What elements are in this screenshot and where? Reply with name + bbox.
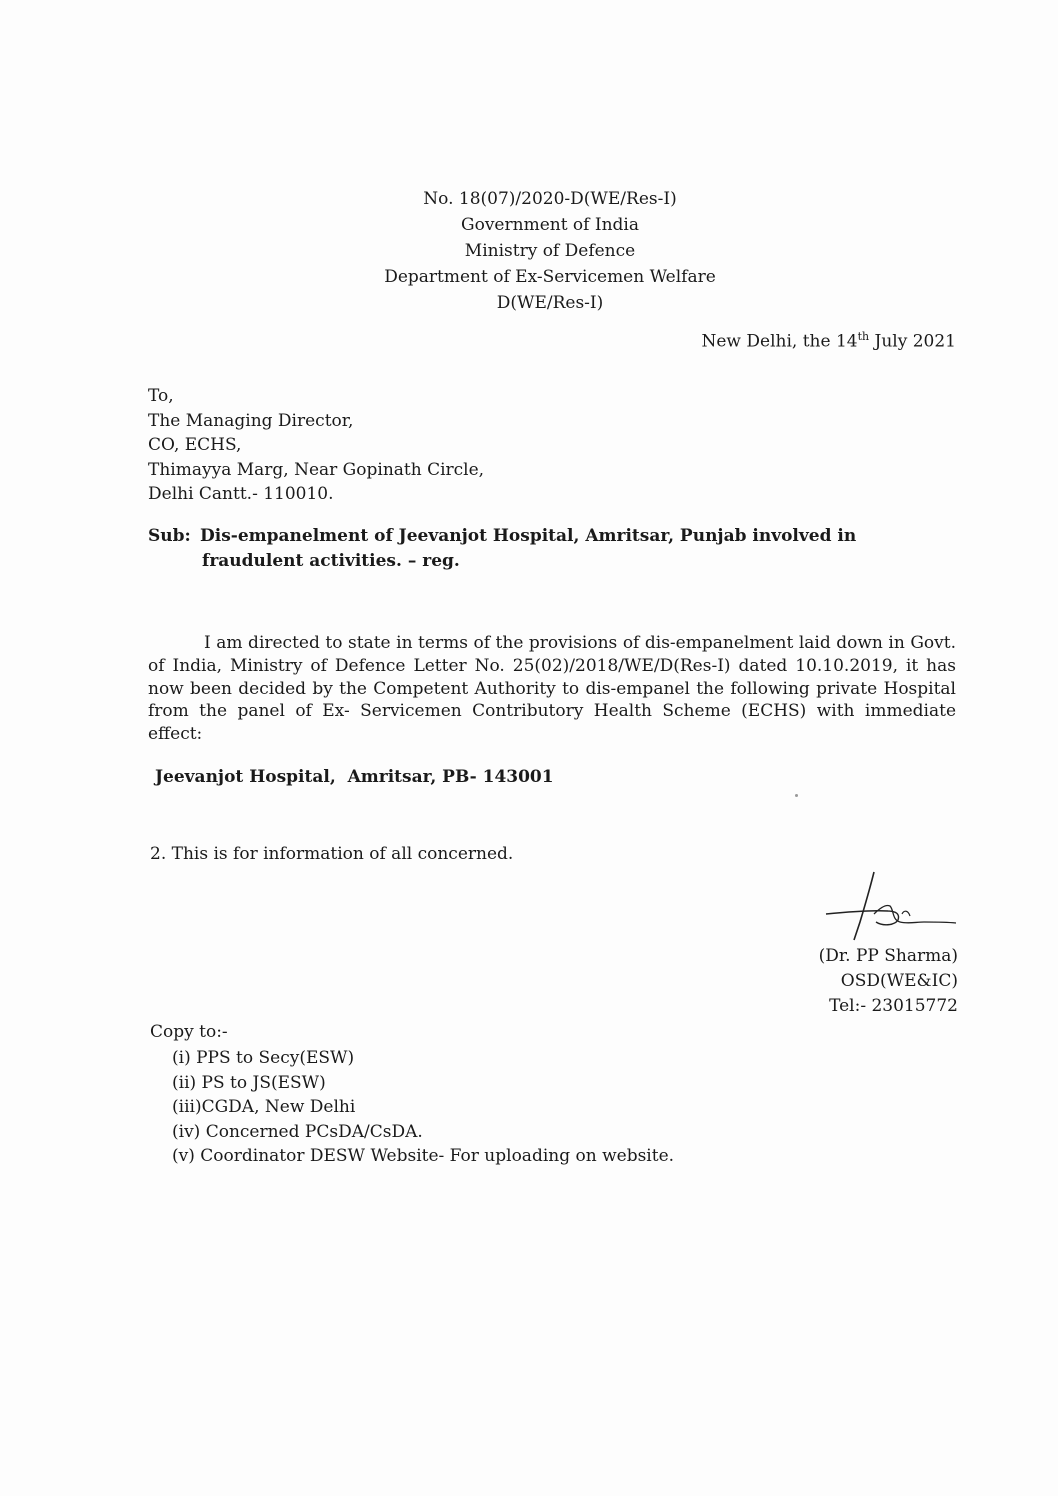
list-item: (iii)CGDA, New Delhi [172,1097,356,1117]
list-item: (v) Coordinator DESW Website- For uploading on website. [172,1146,675,1166]
address-line: CO, ECHS, [148,435,242,455]
information-note: 2. This is for information of all concerned. [150,844,514,864]
ministry-line: Ministry of Defence [464,241,636,261]
address-line: The Managing Director, [148,410,354,431]
signer-name: (Dr. PP Sharma) [818,946,958,966]
signer-telephone: Tel:- 23015772 [829,996,958,1016]
signer-block [819,944,958,1019]
signature-image [816,870,966,950]
subject-label: Sub: [148,526,191,546]
letter-date [702,330,957,352]
copy-to-list [172,1046,674,1169]
address-line: Delhi Cantt.- 110010. [148,484,334,504]
copy-to-title: Copy to:- [150,1022,228,1042]
file-number: No. 18(07)/2020-D(WE/Res-I) [423,189,677,209]
subject [148,524,960,574]
date-rest: July 2021 [869,331,956,352]
department-line: Department of Ex-Servicemen Welfare [384,267,716,287]
list-item: (i) PPS to Secy(ESW) [172,1048,355,1068]
stray-mark [795,794,798,797]
section-line: D(WE/Res-I) [496,293,604,313]
list-item: (iv) Concerned PCsDA/CsDA. [172,1121,423,1142]
recipient-address [148,384,484,507]
date-prefix: New Delhi, the 14 [701,331,858,352]
subject-line-1: Dis-empanelment of Jeevanjot Hospital, Amritsar, Punjab involved in [200,526,857,546]
government-line: Government of India [461,215,639,235]
signer-designation: OSD(WE&IC) [840,971,958,991]
list-item: (ii) PS to JS(ESW) [172,1072,326,1093]
hospital-name: Jeevanjot Hospital, Amritsar, PB- 143001 [155,767,554,787]
date-ordinal: th [857,330,870,343]
address-line: Thimayya Marg, Near Gopinath Circle, [148,459,485,480]
body-paragraph: I am directed to state in terms of the provisions of dis-empanelment laid down in Govt. of India, Ministry of Defence Letter No. 25(02)/2018/WE/D(Res-I) dated 10.10.2019, it has now been decided by the Competent Authority to dis-empanel the following private Hospital from the panel of Ex- Servicemen Contributory Health Scheme (ECHS) with immediate effect: [148,633,956,745]
letter-header [0,186,1058,316]
subject-line-2: fraudulent activities. – reg. [202,551,460,571]
address-line: To, [148,386,174,406]
